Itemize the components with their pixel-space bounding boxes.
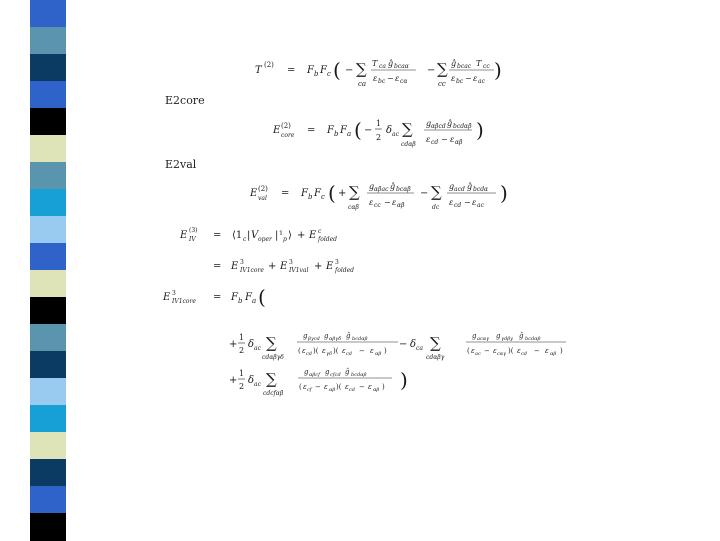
svg-text:αβ: αβ	[373, 387, 380, 393]
svg-text:cdcfαβ: cdcfαβ	[263, 390, 284, 397]
svg-text:g: g	[496, 332, 501, 340]
svg-text:(: (	[354, 118, 362, 142]
svg-text:bcdαβ: bcdαβ	[351, 372, 367, 378]
svg-text:ε: ε	[517, 347, 521, 355]
svg-text:−: −	[465, 74, 472, 83]
svg-text:acαγ: acαγ	[477, 336, 490, 342]
svg-text:V: V	[251, 230, 259, 241]
svg-text:bc: bc	[378, 78, 386, 85]
svg-text:αβac: αβac	[374, 186, 389, 193]
equation-t2	[255, 58, 502, 88]
svg-text:⟨1: ⟨1	[232, 230, 243, 241]
svg-text:⟩: ⟩	[288, 230, 292, 241]
svg-text:cαβ: cαβ	[348, 204, 359, 211]
svg-text:folded: folded	[335, 267, 354, 274]
svg-text:ε: ε	[471, 347, 475, 355]
svg-text:cd: cd	[349, 387, 356, 393]
svg-text:1: 1	[376, 119, 382, 128]
svg-text:δ: δ	[248, 375, 255, 386]
svg-text:F: F	[340, 125, 347, 136]
svg-text:−: −	[441, 135, 448, 144]
svg-text:=: =	[213, 230, 222, 241]
svg-text:∑: ∑	[430, 334, 441, 352]
svg-text:cα: cα	[400, 78, 408, 85]
svg-text:)(: )(	[333, 347, 339, 355]
svg-text:bcαβ: bcαβ	[396, 186, 411, 193]
equation-e3-iv1core	[162, 285, 266, 309]
svg-text:−: −	[384, 198, 391, 207]
svg-text:γδ: γδ	[326, 351, 332, 357]
svg-text:F: F	[314, 188, 321, 199]
svg-text:bcaα: bcaα	[394, 63, 409, 70]
svg-text:ĝ: ĝ	[346, 332, 351, 340]
svg-text:ε: ε	[392, 198, 397, 207]
svg-text:=: =	[287, 65, 296, 76]
svg-text:cdαβγδ: cdαβγδ	[262, 354, 284, 361]
svg-text:cαγ: cαγ	[497, 351, 507, 357]
svg-text:−: −	[464, 198, 471, 207]
svg-text:−: −	[420, 188, 429, 199]
svg-text:ε: ε	[322, 347, 326, 355]
svg-text:cc: cc	[374, 202, 381, 209]
equation-e2-core	[272, 118, 484, 148]
svg-text:ĝ: ĝ	[451, 59, 457, 68]
svg-text:ĝ: ĝ	[388, 59, 394, 68]
svg-text:−: −	[315, 383, 321, 391]
svg-text:): )	[494, 58, 502, 82]
svg-text:+: +	[229, 339, 238, 350]
svg-text:3: 3	[335, 259, 339, 266]
svg-text:T: T	[476, 59, 482, 68]
svg-text:ε: ε	[345, 383, 349, 391]
svg-text:): )	[500, 181, 508, 205]
svg-text:ε: ε	[370, 347, 374, 355]
svg-text:c: c	[321, 193, 325, 201]
svg-text:a: a	[347, 130, 352, 138]
svg-text:−: −	[359, 383, 365, 391]
svg-text:+: +	[297, 230, 306, 241]
svg-text:ε: ε	[450, 135, 455, 144]
svg-text:ε: ε	[449, 198, 454, 207]
svg-text:bcdα: bcdα	[473, 186, 489, 193]
svg-text:ε: ε	[493, 347, 497, 355]
svg-text:(: (	[298, 347, 301, 355]
svg-text:1: 1	[239, 369, 245, 378]
svg-text:−: −	[345, 65, 354, 76]
svg-text:ĝ: ĝ	[390, 182, 396, 191]
svg-text:IV1core: IV1core	[172, 298, 196, 305]
svg-text:cc: cc	[483, 63, 490, 70]
svg-text:∑: ∑	[266, 334, 277, 352]
equation-e2-val	[249, 181, 508, 211]
svg-text:ε: ε	[395, 74, 400, 83]
svg-text:cd: cd	[346, 351, 353, 357]
svg-text:E: E	[326, 261, 334, 272]
svg-text:IV1val: IV1val	[289, 267, 309, 274]
svg-text:bcdαβ: bcdαβ	[525, 336, 541, 342]
svg-text:T: T	[372, 59, 378, 68]
svg-text:+: +	[314, 261, 323, 272]
svg-text:cd: cd	[431, 139, 439, 146]
svg-text:F: F	[245, 292, 252, 303]
svg-text:αβ: αβ	[375, 351, 382, 357]
svg-text:bcac: bcac	[457, 63, 472, 70]
svg-text:F: F	[307, 65, 314, 76]
svg-text:(2): (2)	[258, 185, 268, 193]
svg-text:ca: ca	[358, 80, 367, 88]
svg-text:g: g	[304, 368, 309, 376]
svg-text:ε: ε	[303, 383, 307, 391]
svg-text:−: −	[359, 347, 365, 355]
svg-text:bcdαβ: bcdαβ	[453, 123, 472, 130]
svg-text:E: E	[273, 125, 281, 136]
svg-text:)(: )(	[313, 347, 319, 355]
svg-text:ε: ε	[451, 74, 456, 83]
svg-text:ε: ε	[302, 347, 306, 355]
svg-text:cdαβ: cdαβ	[401, 141, 416, 148]
svg-text:E: E	[231, 261, 239, 272]
svg-text:ε: ε	[472, 198, 477, 207]
svg-text:3: 3	[289, 259, 293, 266]
svg-text:ac: ac	[475, 351, 481, 357]
svg-text:)(: )(	[508, 347, 514, 355]
svg-text:E: E	[280, 261, 288, 272]
svg-text:ε: ε	[473, 74, 478, 83]
svg-text:ε: ε	[324, 383, 328, 391]
svg-text:¹: ¹	[279, 230, 284, 241]
svg-text:g: g	[369, 182, 375, 191]
svg-text:): )	[476, 118, 484, 142]
svg-text:3: 3	[172, 290, 176, 297]
svg-text:b: b	[314, 70, 319, 78]
svg-text:ĝ: ĝ	[447, 119, 453, 128]
svg-text:ε: ε	[373, 74, 378, 83]
svg-text:∑: ∑	[356, 60, 367, 78]
svg-text:ε: ε	[342, 347, 346, 355]
svg-text:acd: acd	[454, 186, 465, 193]
svg-text:−: −	[387, 74, 394, 83]
svg-text:ĝ: ĝ	[345, 368, 350, 376]
svg-text:ε: ε	[545, 347, 549, 355]
svg-text:core: core	[281, 132, 295, 139]
svg-text:2: 2	[239, 382, 245, 391]
svg-text:αβ: αβ	[397, 202, 405, 209]
svg-text:F: F	[301, 188, 308, 199]
svg-text:ac: ac	[477, 202, 484, 209]
svg-text:αβ: αβ	[329, 387, 336, 393]
svg-text:g: g	[449, 182, 455, 191]
svg-text:=: =	[213, 261, 222, 272]
svg-text:cdαβγ: cdαβγ	[426, 354, 445, 361]
equation-e3-term2	[229, 368, 408, 397]
svg-text:a: a	[252, 297, 257, 305]
label-e2val: E2val	[165, 158, 197, 171]
svg-text:c: c	[318, 228, 322, 235]
equation-e3-ivc	[179, 227, 337, 243]
svg-text:oper: oper	[258, 236, 272, 243]
svg-text:ε: ε	[426, 135, 431, 144]
svg-text:cc: cc	[438, 80, 446, 88]
svg-text:=: =	[281, 188, 290, 199]
svg-text:cd: cd	[454, 202, 462, 209]
svg-text:IV1core: IV1core	[240, 267, 264, 274]
svg-text:=: =	[307, 125, 316, 136]
svg-text:bc: bc	[456, 78, 464, 85]
svg-text:+: +	[268, 261, 277, 272]
svg-text:∑: ∑	[431, 183, 442, 201]
svg-text:folded: folded	[318, 236, 337, 243]
svg-text:g: g	[325, 368, 330, 376]
svg-text:αβcd: αβcd	[431, 123, 446, 130]
svg-text:c: c	[327, 70, 331, 78]
svg-text:IV: IV	[189, 236, 196, 243]
svg-text:ca: ca	[379, 63, 386, 70]
svg-text:αβ: αβ	[455, 139, 463, 146]
svg-text:(: (	[328, 181, 336, 205]
svg-text:αβγδ: αβγδ	[329, 336, 342, 342]
equation-e3-term1	[229, 332, 566, 361]
svg-text:∑: ∑	[349, 183, 360, 201]
svg-text:): )	[560, 347, 563, 355]
svg-text:−: −	[534, 347, 540, 355]
svg-text:(2): (2)	[281, 122, 291, 130]
svg-text:3: 3	[240, 259, 244, 266]
svg-text:g: g	[426, 119, 432, 128]
svg-text:+: +	[338, 188, 347, 199]
svg-text:c: c	[243, 236, 247, 243]
svg-text:ca: ca	[416, 345, 423, 352]
svg-text:ĝ: ĝ	[519, 332, 524, 340]
svg-text:T: T	[255, 65, 262, 76]
svg-text:ac: ac	[254, 345, 261, 352]
svg-text:(: (	[299, 383, 302, 391]
svg-text:δ: δ	[386, 125, 393, 136]
svg-text:F: F	[327, 125, 334, 136]
svg-text:∑: ∑	[402, 120, 413, 138]
svg-text:(: (	[333, 58, 341, 82]
svg-text:b: b	[308, 193, 313, 201]
svg-text:b: b	[334, 130, 339, 138]
svg-text:−: −	[364, 125, 373, 136]
svg-text:∑: ∑	[437, 60, 448, 78]
equation-e3-sum	[213, 259, 354, 274]
svg-text:ac: ac	[392, 131, 399, 138]
svg-text:b: b	[238, 297, 243, 305]
svg-text:δ: δ	[410, 339, 417, 350]
svg-text:cfcd: cfcd	[330, 372, 341, 378]
svg-text:2: 2	[376, 133, 382, 142]
svg-text:): )	[384, 347, 387, 355]
svg-text:αβcf: αβcf	[309, 372, 320, 378]
svg-text:(: (	[258, 285, 266, 309]
svg-text:bcdαβ: bcdαβ	[352, 336, 368, 342]
svg-text:): )	[382, 383, 385, 391]
svg-text:E: E	[309, 230, 317, 241]
svg-text:ĝ: ĝ	[467, 182, 473, 191]
svg-text:γdβy: γdβy	[501, 336, 513, 342]
svg-text:p: p	[283, 236, 287, 243]
svg-text:g: g	[472, 332, 477, 340]
svg-text:βγcd: βγcd	[308, 336, 320, 342]
svg-text:|: |	[275, 230, 279, 241]
label-e2core: E2core	[165, 94, 205, 107]
svg-text:(3): (3)	[189, 227, 198, 234]
svg-text:cd: cd	[521, 351, 528, 357]
svg-text:+: +	[229, 375, 238, 386]
svg-text:|: |	[247, 230, 251, 241]
svg-text:g: g	[324, 332, 329, 340]
svg-text:E: E	[250, 188, 258, 199]
svg-text:−: −	[484, 347, 490, 355]
svg-text:F: F	[320, 65, 327, 76]
svg-text:ac: ac	[478, 78, 485, 85]
svg-text:(2): (2)	[264, 61, 274, 69]
svg-text:): )	[400, 368, 408, 392]
svg-text:cf: cf	[307, 387, 312, 393]
svg-text:−: −	[427, 65, 436, 76]
svg-text:=: =	[213, 292, 222, 303]
svg-text:E: E	[163, 292, 171, 303]
svg-text:ac: ac	[254, 381, 261, 388]
svg-text:)(: )(	[336, 383, 342, 391]
svg-text:ε: ε	[369, 198, 374, 207]
svg-text:2: 2	[239, 346, 245, 355]
svg-text:dc: dc	[432, 204, 440, 211]
svg-text:val: val	[258, 195, 267, 202]
svg-text:g: g	[303, 332, 308, 340]
svg-text:αβ: αβ	[550, 351, 557, 357]
svg-text:cd: cd	[306, 351, 313, 357]
svg-text:∑: ∑	[266, 370, 277, 388]
svg-text:ε: ε	[368, 383, 372, 391]
svg-text:δ: δ	[248, 339, 255, 350]
svg-text:−: −	[399, 339, 408, 350]
svg-text:(: (	[467, 347, 470, 355]
svg-text:E: E	[180, 230, 188, 241]
svg-text:F: F	[231, 292, 238, 303]
svg-text:1: 1	[239, 333, 245, 342]
